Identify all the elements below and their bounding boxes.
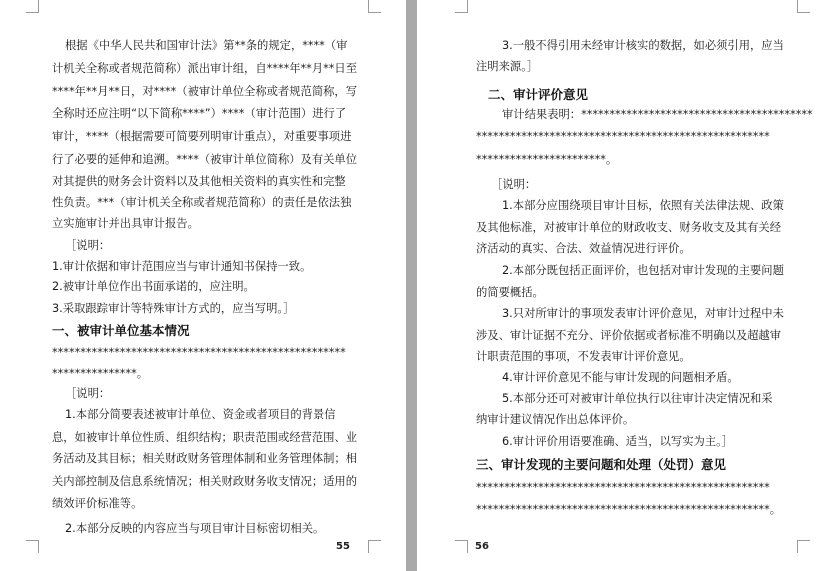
text-line: 及其他标准，对被审计单位的财政收支、财务收支及其有关经 <box>476 221 782 234</box>
page-number: 56 <box>475 541 489 552</box>
section-heading: 二、审计评价意见 <box>488 87 589 102</box>
text-line: 3.一般不得引用未经审计核实的数据，如必须引用，应当 <box>502 39 784 52</box>
text-line: 1.本部分应围绕项目审计目标，依照有关法律法规、政策 <box>502 199 784 212</box>
crop-mark <box>26 540 39 553</box>
text-line: 6.审计评价用语要准确、适当，以写实为主。］ <box>502 435 734 448</box>
text-line: **************************************************** <box>52 346 346 359</box>
text-line: 关内部控制及信息系统情况；相关财政财务收支情况；适用的 <box>52 475 358 488</box>
document-page-right <box>417 0 837 571</box>
text-line: 对其提供的财务会计资料以及其他相关资料的真实性和完整 <box>52 175 346 188</box>
text-line: 的简要概括。 <box>476 286 544 299</box>
text-line: 纳审计建议情况作出总体评价。 <box>476 413 635 426</box>
text-line: 性负责。***（审计机关全称或者规范简称）的责任是依法独 <box>52 196 352 209</box>
text-line: ［说明： <box>65 239 111 252</box>
text-line: 2.本部分反映的内容应当与项目审计目标密切相关。 <box>65 522 325 535</box>
crop-mark <box>455 540 468 553</box>
crop-mark <box>455 0 468 13</box>
text-line: 立实施审计并出具审计报告。 <box>52 217 199 230</box>
crop-mark <box>368 540 381 553</box>
section-heading: 三、审计发现的主要问题和处理（处罚）意见 <box>476 457 727 472</box>
text-line: 5.本部分还可对被审计单位执行以往审计决定情况和采 <box>502 392 773 405</box>
crop-mark <box>368 0 381 13</box>
text-line: ***************。 <box>52 367 149 380</box>
text-line: 4.审计评价意见不能与审计发现的问题相矛盾。 <box>502 371 739 384</box>
text-line: 1.本部分简要表述被审计单位、资金或者项目的背景信 <box>65 408 336 421</box>
text-line: 根据《中华人民共和国审计法》第**条的规定，****（审 <box>65 39 348 52</box>
text-line: 计机关全称或者规范简称）派出审计组，自****年**月**日至 <box>52 62 358 75</box>
section-heading: 一、被审计单位基本情况 <box>52 323 190 338</box>
text-line: 行了必要的延伸和追溯。****（被审计单位简称）及有关单位 <box>52 153 358 166</box>
text-line: **************************************************** <box>476 130 770 143</box>
text-line: 计职责范围的事项，不发表审计评价意见。 <box>476 350 691 363</box>
text-line: ****************************************************。 <box>476 503 782 516</box>
text-line: 3.只对所审计的事项发表审计评价意见，对审计过程中未 <box>502 307 784 320</box>
text-line: 息，如被审计单位性质、组织结构；职责范围或经营范围、业 <box>52 431 358 444</box>
page-number: 55 <box>336 541 350 552</box>
text-line: 绩效评价标准等。 <box>52 497 143 510</box>
text-line: 审计，****（根据需要可简要列明审计重点），对重要事项进 <box>52 130 352 143</box>
crop-mark <box>26 0 39 13</box>
text-line: 2.本部分既包括正面评价，也包括对审计发现的主要问题 <box>502 264 784 277</box>
crop-mark <box>797 0 810 13</box>
text-line: ****年**月**日，对****（被审计单位全称或者规范简称，写 <box>52 85 358 98</box>
text-line: 注明来源。］ <box>476 60 539 73</box>
document-page-left <box>0 0 406 571</box>
text-line: 1.审计依据和审计范围应当与审计通知书保持一致。 <box>52 260 312 273</box>
text-line: ***********************。 <box>476 153 618 166</box>
text-line: ［说明： <box>65 387 111 400</box>
text-line: 3.采取跟踪审计等特殊审计方式的，应当写明。］ <box>52 302 295 315</box>
text-line: 2.被审计单位作出书面承诺的，应注明。 <box>52 280 255 293</box>
text-line: 涉及、审计证据不充分、评价依据或者标准不明确以及超越审 <box>476 329 782 342</box>
text-line: 全称时还应注明“以下简称****”）****（审计范围）进行了 <box>52 107 347 120</box>
crop-mark <box>797 540 810 553</box>
text-line: 审计结果表明：***************************************** <box>502 108 813 121</box>
text-line: 济活动的真实、合法、效益情况进行评价。 <box>476 242 691 255</box>
text-line: ［说明： <box>491 178 537 191</box>
text-line: **************************************************** <box>476 481 770 494</box>
text-line: 务活动及其目标；相关财政财务管理体制和业务管理体制；相 <box>52 452 358 465</box>
